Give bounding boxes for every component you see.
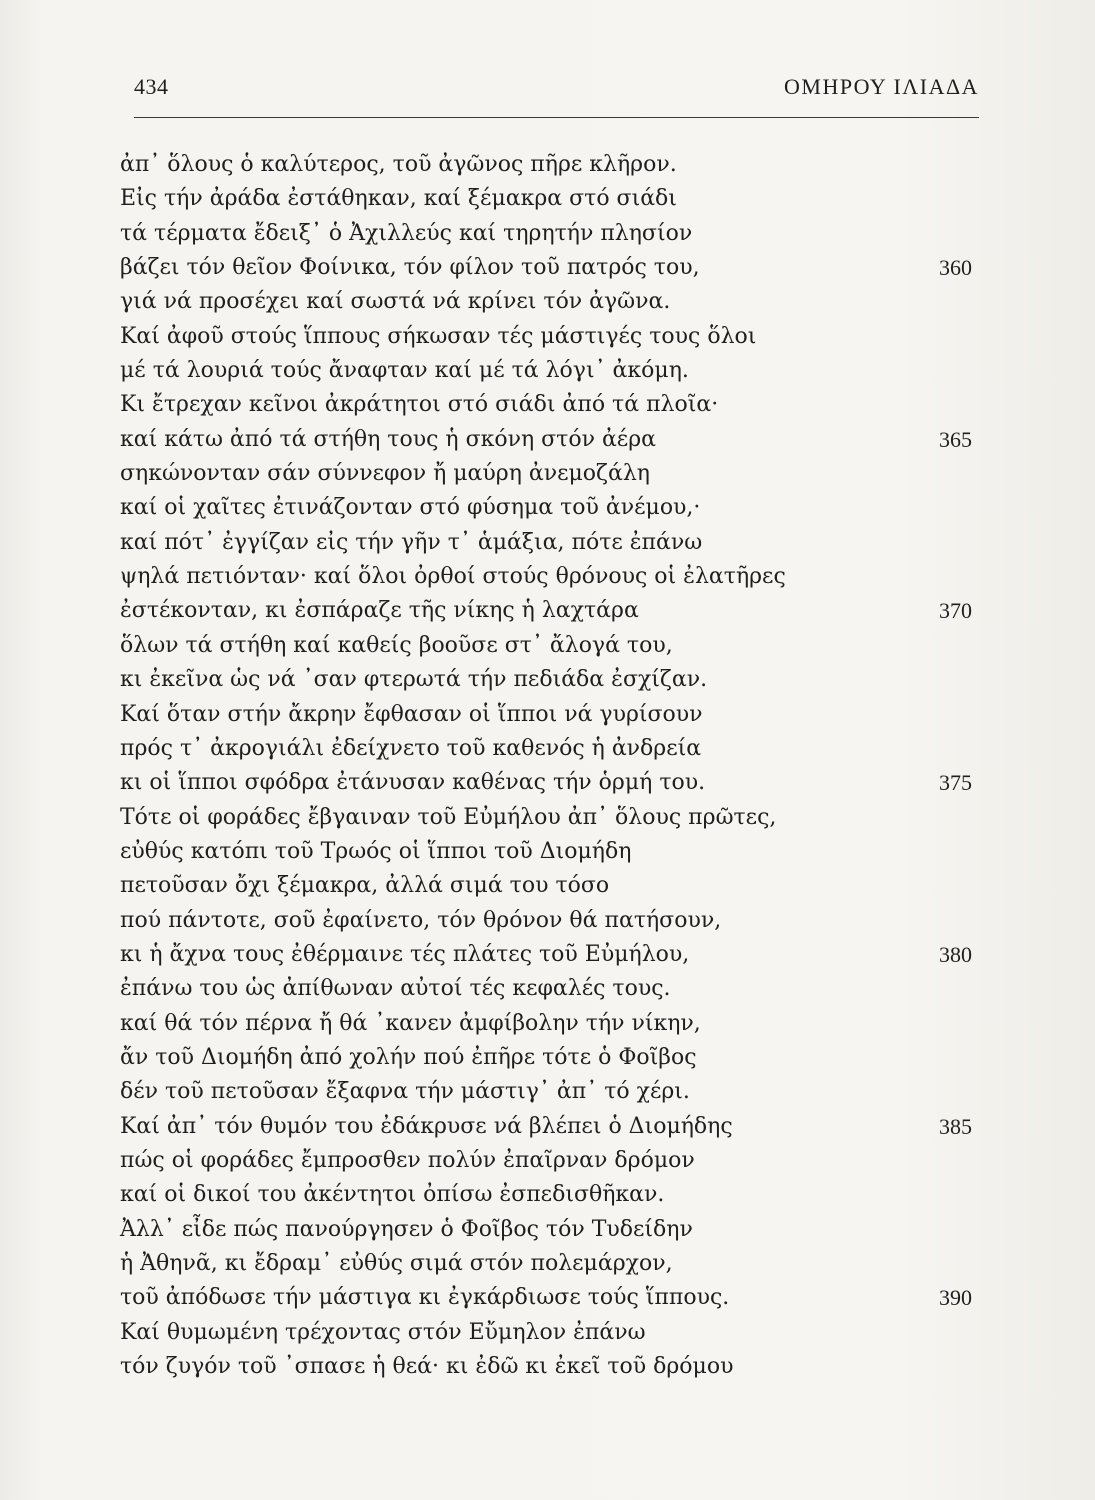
verse-text: κι ἐκεῖνα ὡς νά ᾽σαν φτερωτά τήν πεδιάδα ἐσχίζαν. [120, 667, 708, 693]
verse-text: Καί ἀπ᾽ τόν θυμόν του ἐδάκρυσε νά βλέπει ὁ Διομήδης [120, 1113, 733, 1139]
verse-line [120, 526, 972, 560]
verse-text: Καί ἀφοῦ στούς ἵππους σήκωσαν τές μάστιγές τους ὅλοι [120, 323, 757, 349]
verse-line [120, 629, 972, 663]
line-number: 385 [939, 1113, 972, 1139]
line-number: 370 [939, 598, 972, 624]
line-number: 365 [939, 426, 972, 452]
verse-text: ἐπάνω του ὡς ἀπίθωναν αὐτοί τές κεφαλές τους. [120, 976, 671, 1002]
verse-line [120, 1007, 972, 1041]
verse-line [120, 1041, 972, 1075]
verse-text: τοῦ ἀπόδωσε τήν μάστιγα κι ἐγκάρδιωσε τούς ἵππους. [120, 1285, 730, 1311]
verse-text: ἐστέκονταν, κι ἐσπάραζε τῆς νίκης ἡ λαχτάρα [120, 598, 639, 624]
verse-line [120, 457, 972, 491]
page-number: 434 [134, 74, 169, 99]
verse-text: πού πάντοτε, σοῦ ἐφαίνετο, τόν θρόνον θά πατήσουν, [120, 907, 722, 933]
verse-line [120, 732, 972, 766]
verse-line [120, 217, 972, 251]
verse-list [120, 148, 972, 1384]
verse-line [120, 663, 972, 697]
verse-line [120, 285, 972, 319]
verse-text: ψηλά πετιόνταν· καί ὅλοι ὀρθοί στούς θρόνους οἱ ἐλατῆρες [120, 564, 786, 590]
verse-text: Καί θυμωμένη τρέχοντας στόν Εὔμηλον ἐπάνω [120, 1319, 646, 1345]
verse-line [120, 388, 972, 422]
line-number: 380 [939, 941, 972, 967]
verse-line [120, 1213, 972, 1247]
verse-text: βάζει τόν θεῖον Φοίνικα, τόν φίλον τοῦ πατρός του, [120, 255, 700, 281]
verse-text: καί οἱ χαῖτες ἐτινάζονταν στό φύσημα τοῦ ἀνέμου,· [120, 495, 701, 521]
verse-text: γιά νά προσέχει καί σωστά νά κρίνει τόν ἀγῶνα. [120, 289, 671, 315]
verse-line [120, 1350, 972, 1384]
verse-line [120, 1144, 972, 1178]
verse-text: καί οἱ δικοί του ἀκέντητοι ὀπίσω ἐσπεδισθῆκαν. [120, 1182, 665, 1208]
verse-line [120, 1247, 972, 1281]
verse-line [120, 1178, 972, 1212]
verse-text: καί πότ᾽ ἐγγίζαν εἰς τήν γῆν τ᾽ ἁμάξια, πότε ἐπάνω [120, 529, 703, 555]
verse-text: Τότε οἱ φοράδες ἔβγαιναν τοῦ Εὐμήλου ἀπ᾽ ὅλους πρῶτες, [120, 804, 777, 830]
verse-line [120, 594, 972, 628]
verse-text: ἄν τοῦ Διομήδη ἀπό χολήν πού ἐπῆρε τότε ὁ Φοῖβος [120, 1044, 697, 1070]
verse-text: καί θά τόν πέρνα ἤ θά ᾽κανεν ἀμφίβολην τήν νίκην, [120, 1010, 701, 1036]
verse-line [120, 423, 972, 457]
line-number: 375 [939, 770, 972, 796]
verse-text: σηκώνονταν σάν σύννεφον ἤ μαύρη ἀνεμοζάλη [120, 461, 650, 487]
verse-line [120, 1281, 972, 1315]
verse-text: τά τέρματα ἔδειξ᾽ ὁ Ἀχιλλεύς καί τηρητήν πλησίον [120, 220, 693, 246]
verse-line [120, 182, 972, 216]
verse-line [120, 972, 972, 1006]
verse-text: καί κάτω ἀπό τά στήθη τους ἡ σκόνη στόν ἀέρα [120, 426, 656, 452]
verse-text: Καί ὅταν στήν ἄκρην ἔφθασαν οἱ ἵπποι νά γυρίσουν [120, 701, 703, 727]
verse-text: κι ἡ ἄχνα τους ἐθέρμαινε τές πλάτες τοῦ Εὐμήλου, [120, 941, 690, 967]
verse-line [120, 560, 972, 594]
verse-text: Εἰς τήν ἀράδα ἐστάθηκαν, καί ξέμακρα στό σιάδι [120, 186, 677, 212]
verse-line [120, 835, 972, 869]
verse-text: ἡ Ἀθηνᾶ, κι ἔδραμ᾽ εὐθύς σιμά στόν πολεμάρχον, [120, 1251, 673, 1276]
verse-line [120, 1110, 972, 1144]
running-title: ΟΜΗΡΟΥ ΙΛΙΑΔΑ [784, 74, 979, 99]
verse-line [120, 801, 972, 835]
verse-line [120, 148, 972, 182]
verse-line [120, 766, 972, 800]
verse-line [120, 320, 972, 354]
line-number: 390 [939, 1285, 972, 1311]
verse-line [120, 251, 972, 285]
verse-line [120, 904, 972, 938]
verse-text: πετοῦσαν ὄχι ξέμακρα, ἀλλά σιμά του τόσο [120, 873, 610, 899]
verse-text: δέν τοῦ πετοῦσαν ἔξαφνα τήν μάστιγ᾽ ἀπ᾽ τό χέρι. [120, 1079, 690, 1105]
verse-line [120, 354, 972, 388]
verse-text: μέ τά λουριά τούς ἄναφταν καί μέ τά λόγι᾽ ἀκόμη. [120, 358, 689, 384]
verse-text: ἀπ᾽ ὅλους ὁ καλύτερος, τοῦ ἀγῶνος πῆρε κλῆρον. [120, 152, 677, 177]
verse-line [120, 698, 972, 732]
verse-text: Κι ἔτρεχαν κεῖνοι ἀκράτητοι στό σιάδι ἀπό τά πλοῖα· [120, 392, 719, 418]
verse-text: πρός τ᾽ ἀκρογιάλι ἐδείχνετο τοῦ καθενός ἡ ἀνδρεία [120, 735, 702, 761]
verse-line [120, 869, 972, 903]
verse-text: ὅλων τά στήθη καί καθείς βοοῦσε στ᾽ ἄλογά του, [120, 632, 673, 658]
verse-text: πώς οἱ φοράδες ἔμπροσθεν πολύν ἐπαῖρναν δρόμον [120, 1147, 695, 1173]
verse-text: Ἀλλ᾽ εἶδε πώς πανούργησεν ὁ Φοῖβος τόν Τυδείδην [120, 1216, 693, 1242]
verse-line [120, 938, 972, 972]
verse-text: εὐθύς κατόπι τοῦ Τρωός οἱ ἵπποι τοῦ Διομήδη [120, 838, 632, 864]
header-rule [134, 117, 979, 118]
page-header [134, 74, 979, 104]
verse-text: τόν ζυγόν τοῦ ᾽σπασε ἡ θεά· κι ἐδῶ κι ἐκεῖ τοῦ δρόμου [120, 1354, 734, 1380]
verse-line [120, 491, 972, 525]
line-number: 360 [939, 255, 972, 281]
verse-line [120, 1316, 972, 1350]
verse-line [120, 1075, 972, 1109]
verse-text: κι οἱ ἵπποι σφόδρα ἐτάνυσαν καθένας τήν ὁρμή του. [120, 770, 706, 796]
